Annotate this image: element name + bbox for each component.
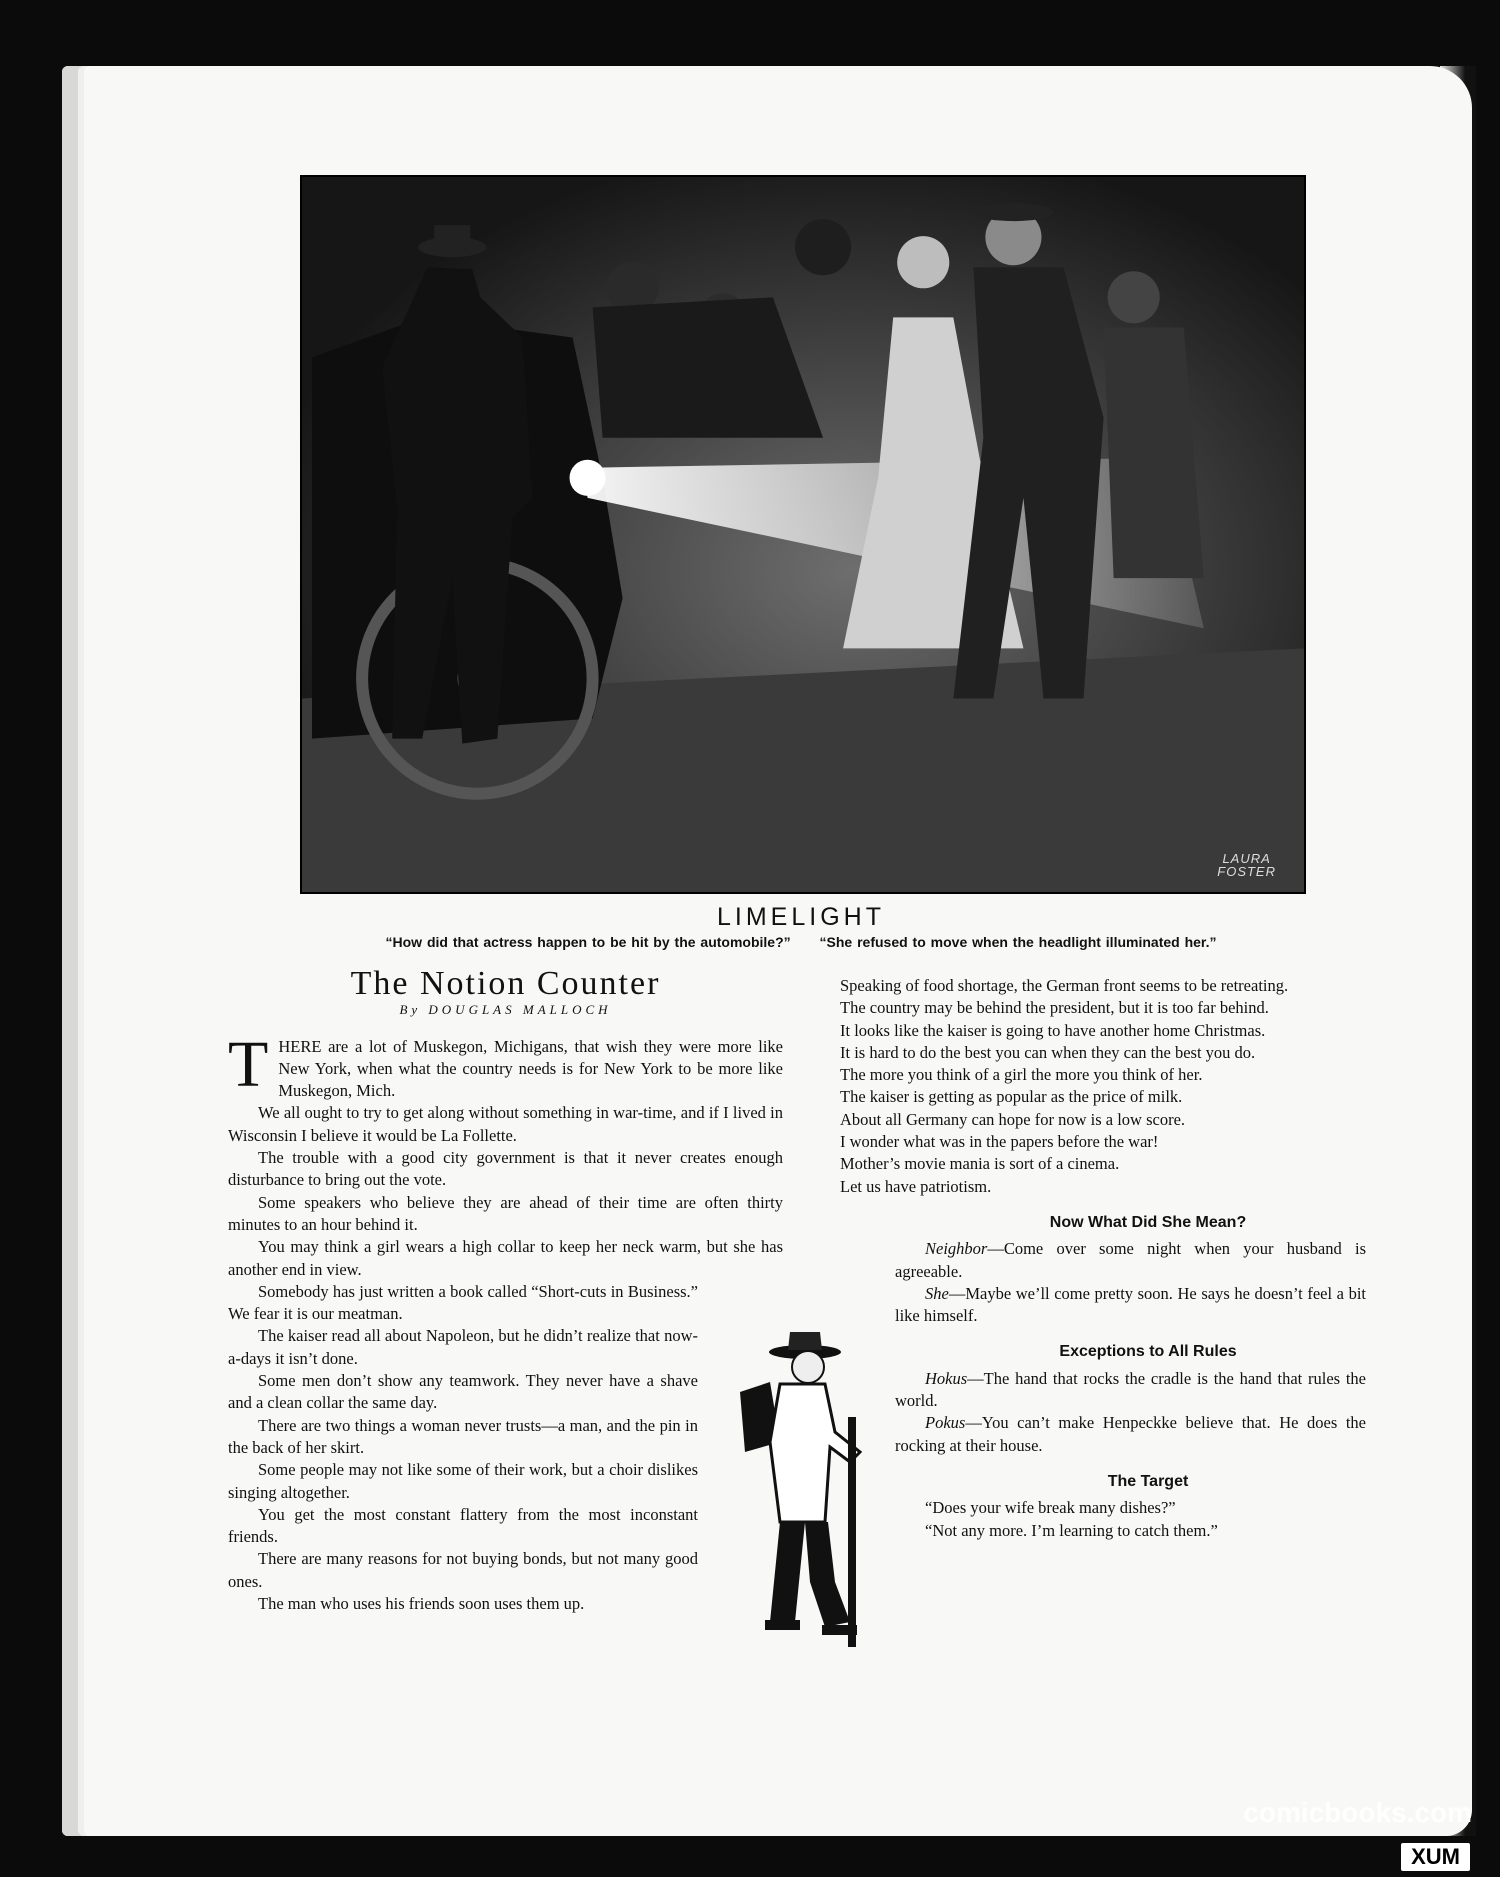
joke-text: “Does your wife break many dishes?”	[925, 1498, 1176, 1518]
article-right-column	[810, 975, 1366, 1542]
right-paragraphs	[810, 975, 1366, 1198]
article-title: The Notion Counter	[350, 965, 661, 1002]
first-paragraph: THERE are a lot of Muskegon, Michigans, that wish they were more like New York, when what the country needs is for New York to be more like Muskegon, Mich.	[228, 1027, 783, 1101]
left-paragraphs	[228, 1102, 783, 1280]
joke-heading: Now What Did She Mean?	[1049, 1213, 1247, 1231]
joke-text: —The hand that rocks the cradle is the hand that rules the world.	[895, 1368, 1366, 1411]
joke-speaker: Neighbor	[925, 1239, 988, 1259]
paragraph: Some men don’t show any teamwork. They never have a shave and a clean collar the same day.	[228, 1371, 698, 1413]
artist-signature: LAURA FOSTER	[1217, 851, 1276, 879]
article-left-column	[228, 965, 783, 1615]
joke-speaker: Hokus	[925, 1368, 968, 1388]
joke-text: —Maybe we’ll come pretty soon. He says he doesn’t feel a bit like himself.	[895, 1283, 1366, 1326]
joke-heading: Exceptions to All Rules	[1059, 1343, 1237, 1361]
paragraph: Mother’s movie mania is sort of a cinema.	[840, 1154, 1120, 1174]
joke-line	[895, 1368, 1366, 1413]
caption-question: “How did that actress happen to be hit by the automobile?”	[385, 934, 791, 950]
paragraph: Speaking of food shortage, the German front seems to be retreating.	[840, 976, 1289, 995]
paragraph: There are many reasons for not buying bonds, but not many good ones.	[228, 1549, 698, 1591]
article-byline: By DOUGLAS MALLOCH	[399, 1002, 612, 1018]
paragraph: Some people may not like some of their work, but a choir dislikes singing altogether.	[228, 1460, 698, 1502]
paragraph: The country may be behind the president, but it is too far behind.	[840, 998, 1269, 1018]
jokes-section	[810, 1212, 1366, 1542]
paragraph: I wonder what was in the papers before the war!	[840, 1132, 1159, 1152]
illustration-caption	[300, 934, 1302, 950]
site-watermark: comicbooks.com	[1243, 1797, 1472, 1828]
paragraph: The kaiser read all about Napoleon, but he didn’t realize that now-a-days it isn’t done.	[228, 1326, 698, 1368]
left-short-paragraphs	[228, 1281, 783, 1615]
limelight-illustration	[300, 175, 1306, 894]
paragraph: You get the most constant flattery from the most inconstant friends.	[228, 1504, 698, 1547]
paragraph: The more you think of a girl the more you think of her.	[840, 1065, 1203, 1085]
joke-block	[810, 1212, 1366, 1327]
joke-line	[895, 1497, 1366, 1519]
joke-line	[895, 1412, 1366, 1457]
joke-line	[895, 1283, 1366, 1328]
joke-line	[895, 1520, 1366, 1542]
joke-speaker: She	[925, 1283, 949, 1303]
paragraph: It is hard to do the best you can when they can the best you do.	[840, 1042, 1256, 1062]
illustration-drawing	[302, 177, 1304, 892]
paragraph: Some speakers who believe they are ahead of their time are often thirty minutes to an hour behind it.	[228, 1192, 783, 1234]
joke-text: —Come over some night when your husband is agreeable.	[895, 1239, 1366, 1281]
paragraph: The man who uses his friends soon uses them up.	[258, 1594, 585, 1614]
watermark-badge: XUM	[1401, 1843, 1470, 1871]
joke-text: “Not any more. I’m learning to catch them.”	[925, 1520, 1218, 1540]
joke-heading: The Target	[1107, 1472, 1189, 1490]
paragraph: You may think a girl wears a high collar to keep her neck warm, but she has another end in view.	[228, 1237, 783, 1279]
joke-text: —You can’t make Henpeckke believe that. He does the rocking at their house.	[895, 1413, 1366, 1455]
joke-speaker: Pokus	[925, 1413, 966, 1433]
joke-block	[810, 1341, 1366, 1456]
paragraph: We all ought to try to get along without something in war-time, and if I lived in Wisconsin I believe it would be La Follette.	[228, 1103, 783, 1145]
paragraph: Somebody has just written a book called “Short-cuts in Business.” We fear it is our meatman.	[228, 1281, 698, 1324]
drop-cap: T	[228, 1027, 269, 1101]
joke-line	[895, 1238, 1366, 1283]
paragraph: The trouble with a good city government is that it never creates enough disturbance to bring out the vote.	[228, 1148, 783, 1190]
caption-answer: “She refused to move when the headlight illuminated her.”	[819, 934, 1217, 950]
paragraph: There are two things a woman never trusts—a man, and the pin in the back of her skirt.	[228, 1415, 698, 1457]
paragraph: Let us have patriotism.	[840, 1176, 992, 1196]
paragraph: It looks like the kaiser is going to have another home Christmas.	[840, 1020, 1266, 1040]
illustration-title: LIMELIGHT	[717, 903, 885, 931]
paragraph: The kaiser is getting as popular as the price of milk.	[840, 1087, 1183, 1107]
paragraph: About all Germany can hope for now is a low score.	[840, 1109, 1186, 1129]
joke-block	[810, 1471, 1366, 1542]
